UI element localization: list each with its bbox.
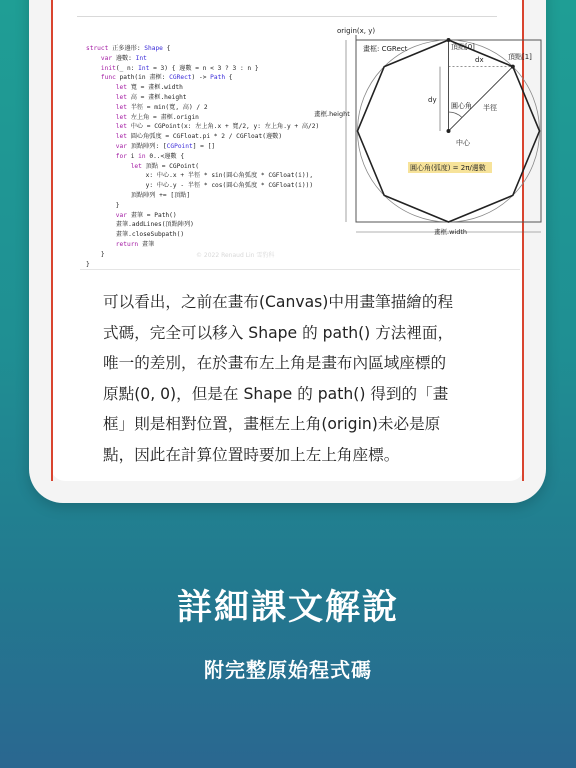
code-token: i: [130, 152, 139, 160]
vertex-1-label: 頂點[1]: [508, 53, 532, 61]
dy-label: dy: [428, 96, 437, 104]
code-token: in: [138, 152, 150, 160]
radius-line-diagonal: [449, 67, 513, 131]
code-token: let: [86, 123, 131, 131]
code-token: ] = []: [192, 142, 216, 150]
code-token: path(in 畫框:: [119, 74, 170, 82]
code-token: for: [86, 152, 131, 160]
code-token: CGPoint: [166, 142, 193, 150]
code-token: 圓心角弧度 = CGFloat.pi * 2 / CGFloat(邊數): [130, 133, 283, 141]
code-token: 高 = 畫框.height: [130, 93, 187, 101]
center-label: 中心: [456, 139, 470, 147]
arc-formula-label: 圓心角(弧度) = 2π/邊數: [410, 164, 486, 172]
width-label: 畫框.width: [434, 228, 467, 236]
code-token: let: [86, 103, 131, 111]
figure-watermark: © 2022 Renaud Lin 雪豹科: [196, 252, 275, 259]
code-token: Int: [135, 54, 147, 62]
code-token: struct: [86, 45, 113, 52]
code-token: let: [86, 84, 131, 92]
paragraph-line: 框」則是相對位置，畫框左上角(origin)未必是原: [103, 415, 441, 433]
promo-headline: 詳細課文解說: [176, 588, 399, 628]
code-token: CGRect: [169, 74, 192, 82]
code-token: 頂點 = CGPoint(: [145, 162, 199, 170]
paragraph-line: 原點(0, 0)，但是在 Shape 的 path() 得到的「畫: [103, 384, 449, 403]
paragraph-line: 可以看出，之前在畫布(Canvas)中用畫筆描繪的程: [103, 293, 454, 311]
code-token: 中心 = CGPoint(x: 左上角.x + 寬/2, y: 左上角.y + 高/2): [130, 123, 320, 131]
code-token: Shape: [144, 45, 163, 52]
explanation-paragraph: [103, 287, 515, 470]
code-token: var: [86, 142, 131, 150]
figure-bottom-divider: [80, 269, 520, 270]
code-token: let: [86, 93, 131, 101]
paragraph-line: 式碼，完全可以移入 Shape 的 path() 方法裡面，: [103, 323, 454, 342]
radius-label: 半徑: [483, 104, 497, 112]
code-token: }: [86, 250, 105, 258]
document-screen: [51, 0, 532, 481]
vertex-0-label: 頂點[0]: [451, 43, 475, 51]
code-token: let: [86, 113, 131, 121]
angle-arc: [449, 112, 463, 118]
code-token: {: [162, 45, 171, 52]
promo-subheadline: 附完整原始程式碼: [204, 658, 372, 682]
height-label: 畫框.height: [314, 110, 350, 118]
code-token: 邊數:: [115, 54, 136, 62]
code-token: func: [86, 74, 120, 82]
code-token: 畫筆.addLines(頂點陣列): [86, 221, 194, 229]
code-token: Path: [210, 74, 226, 82]
paragraph-line: 唯一的差別，在於畫布左上角是畫布內區域座標的: [103, 354, 447, 372]
code-token: let: [86, 133, 131, 141]
code-token: 頂點陣列: [: [130, 142, 167, 150]
angle-label: 圓心角: [451, 102, 472, 110]
code-token: }: [86, 201, 120, 209]
code-token: }: [86, 260, 90, 268]
paragraph-line: 點，因此在計算位置時要加上左上角座標。: [103, 445, 400, 464]
code-token: 0..<邊數 {: [149, 152, 185, 160]
code-token: var: [86, 211, 131, 219]
code-token: var: [86, 54, 116, 62]
code-token: 左上角 = 畫框.origin: [130, 113, 199, 121]
code-token: 寬 = 畫框.width: [130, 84, 183, 92]
code-token: 畫筆: [141, 240, 155, 248]
code-token: {: [225, 74, 233, 82]
code-token: let: [86, 162, 146, 170]
code-token: 半徑 = min(寬, 高) / 2: [130, 103, 208, 111]
origin-label: origin(x, y): [337, 27, 376, 35]
code-token: y: 中心.y - 半徑 * cos(圓心角弧度 * CGFloat(i))): [86, 182, 314, 190]
page-top-divider: [77, 16, 497, 17]
code-token: Int: [138, 64, 150, 72]
cgrect-label: 畫框: CGRect: [363, 45, 408, 53]
code-diagram-figure: [76, 26, 532, 274]
tablet-device: [29, 0, 546, 503]
code-token: init: [86, 64, 116, 72]
code-token: return: [86, 240, 142, 248]
code-token: 畫筆 = Path(): [130, 211, 177, 219]
code-token: = 3) { 邊數 = n < 3 ? 3 : n }: [149, 64, 259, 72]
dx-label: dx: [475, 56, 484, 64]
code-token: 畫筆.closeSubpath(): [86, 231, 185, 239]
polygon-diagram: [76, 26, 532, 274]
code-token: x: 中心.x + 半徑 * sin(圓心角弧度 * CGFloat(i)),: [86, 172, 314, 180]
page-margin-left-line: [51, 0, 53, 481]
code-token: 正多邊形:: [112, 45, 145, 52]
code-token: (_ n:: [115, 64, 139, 72]
code-token: 頂點陣列 += [頂點]: [86, 191, 191, 199]
page-margin-right-line: [522, 0, 524, 481]
code-token: ) ->: [191, 74, 211, 82]
